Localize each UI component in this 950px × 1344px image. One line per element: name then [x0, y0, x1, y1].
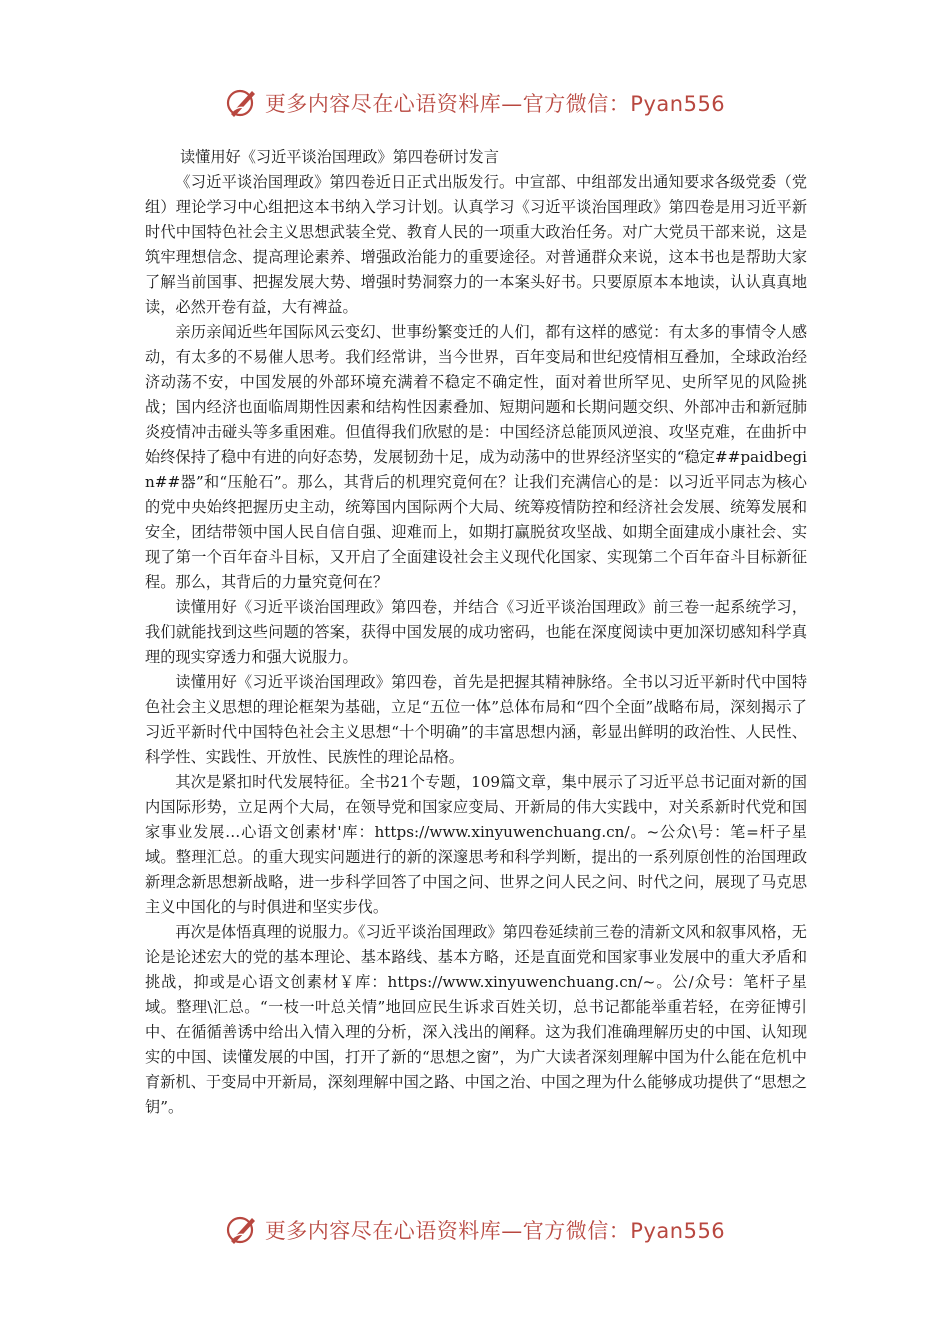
document-body	[145, 145, 807, 1120]
pen-logo-icon	[225, 86, 259, 120]
header-banner	[0, 78, 950, 128]
footer-banner-text: 更多内容尽在心语资料库—官方微信：Pyan556	[264, 1219, 726, 1243]
pen-logo-icon	[225, 1213, 259, 1247]
paragraph: 《习近平谈治国理政》第四卷近日正式出版发行。中宣部、中组部发出通知要求各级党委（党组）理论学习中心组把这本书纳入学习计划。认真学习《习近平谈治国理政》第四卷是用习近平新时代中国特色社会主义思想武装全党、教育人民的一项重大政治任务。对广大党员干部来说，这是筑牢理想信念、提高理论素养、增强政治能力的重要途径。对普通群众来说，这本书也是帮助大家了解当前国事、把握发展大势、增强时势洞察力的一本案头好书。只要原原本本地读，认认真真地读，必然开卷有益，大有裨益。	[145, 173, 807, 316]
document-title: 读懂用好《习近平谈治国理政》第四卷研讨发言	[179, 148, 499, 166]
paragraph: 其次是紧扣时代发展特征。全书21个专题，109篇文章，集中展示了习近平总书记面对新的国内国际形势，立足两个大局，在领导党和国家应变局、开新局的伟大实践中，对关系新时代党和国家事业发展…心语文创素材'库：https://www.xinyuwenchuang.cn/。~公众\号：笔=杆子星域。整理汇总。的重大现实问题进行的新的深邃思考和科学判断，提出的一系列原创性的治国理政新理念新思想新战略，进一步科学回答了中国之问、世界之问人民之问、时代之问，展现了马克思主义中国化的与时俱进和坚实步伐。	[145, 773, 807, 916]
header-banner-text: 更多内容尽在心语资料库—官方微信：Pyan556	[264, 92, 726, 116]
footer-banner	[0, 1205, 950, 1255]
paragraph: 亲历亲闻近些年国际风云变幻、世事纷繁变迁的人们，都有这样的感觉：有太多的事情令人感动，有太多的不易催人思考。我们经常讲，当今世界，百年变局和世纪疫情相互叠加，全球政治经济动荡不安，中国发展的外部环境充满着不稳定不确定性，面对着世所罕见、史所罕见的风险挑战；国内经济也面临周期性因素和结构性因素叠加、短期问题和长期问题交织、外部冲击和新冠肺炎疫情冲击碰头等多重困难。但值得我们欣慰的是：中国经济总能顶风逆浪、攻坚克难，在曲折中始终保持了稳中有进的向好态势，发展韧劲十足，成为动荡中的世界经济坚实的“稳定##paidbegin##器”和“压舱石”。那么，其背后的机理究竟何在？让我们充满信心的是：以习近平同志为核心的党中央始终把握历史主动，统筹国内国际两个大局、统筹疫情防控和经济社会发展、统筹发展和安全，团结带领中国人民自信自强、迎难而上，如期打赢脱贫攻坚战、如期全面建成小康社会、实现了第一个百年奋斗目标，又开启了全面建设社会主义现代化国家、实现第二个百年奋斗目标新征程。那么，其背后的力量究竟何在？	[145, 323, 807, 591]
paragraph: 读懂用好《习近平谈治国理政》第四卷，并结合《习近平谈治国理政》前三卷一起系统学习，我们就能找到这些问题的答案，获得中国发展的成功密码，也能在深度阅读中更加深切感知科学真理的现实穿透力和强大说服力。	[145, 598, 807, 666]
paragraph: 读懂用好《习近平谈治国理政》第四卷，首先是把握其精神脉络。全书以习近平新时代中国特色社会主义思想的理论框架为基础，立足“五位一体”总体布局和“四个全面”战略布局，深刻揭示了习近平新时代中国特色社会主义思想“十个明确”的丰富思想内涵，彰显出鲜明的政治性、人民性、科学性、实践性、开放性、民族性的理论品格。	[145, 673, 807, 766]
paragraph: 再次是体悟真理的说服力。《习近平谈治国理政》第四卷延续前三卷的清新文风和叙事风格，无论是论述宏大的党的基本理论、基本路线、基本方略，还是直面党和国家事业发展中的重大矛盾和挑战，抑或是心语文创素材￥库：https://www.xinyuwenchuang.cn/~。公/众号：笔杆子星域。整理\汇总。“一枝一叶总关情”地回应民生诉求百姓关切，总书记都能举重若轻，在旁征博引中、在循循善诱中给出入情入理的分析，深入浅出的阐释。这为我们准确理解历史的中国、认知现实的中国、读懂发展的中国，打开了新的“思想之窗”，为广大读者深刻理解中国为什么能在危机中育新机、于变局中开新局，深刻理解中国之路、中国之治、中国之理为什么能够成功提供了“思想之钥”。	[145, 923, 807, 1116]
